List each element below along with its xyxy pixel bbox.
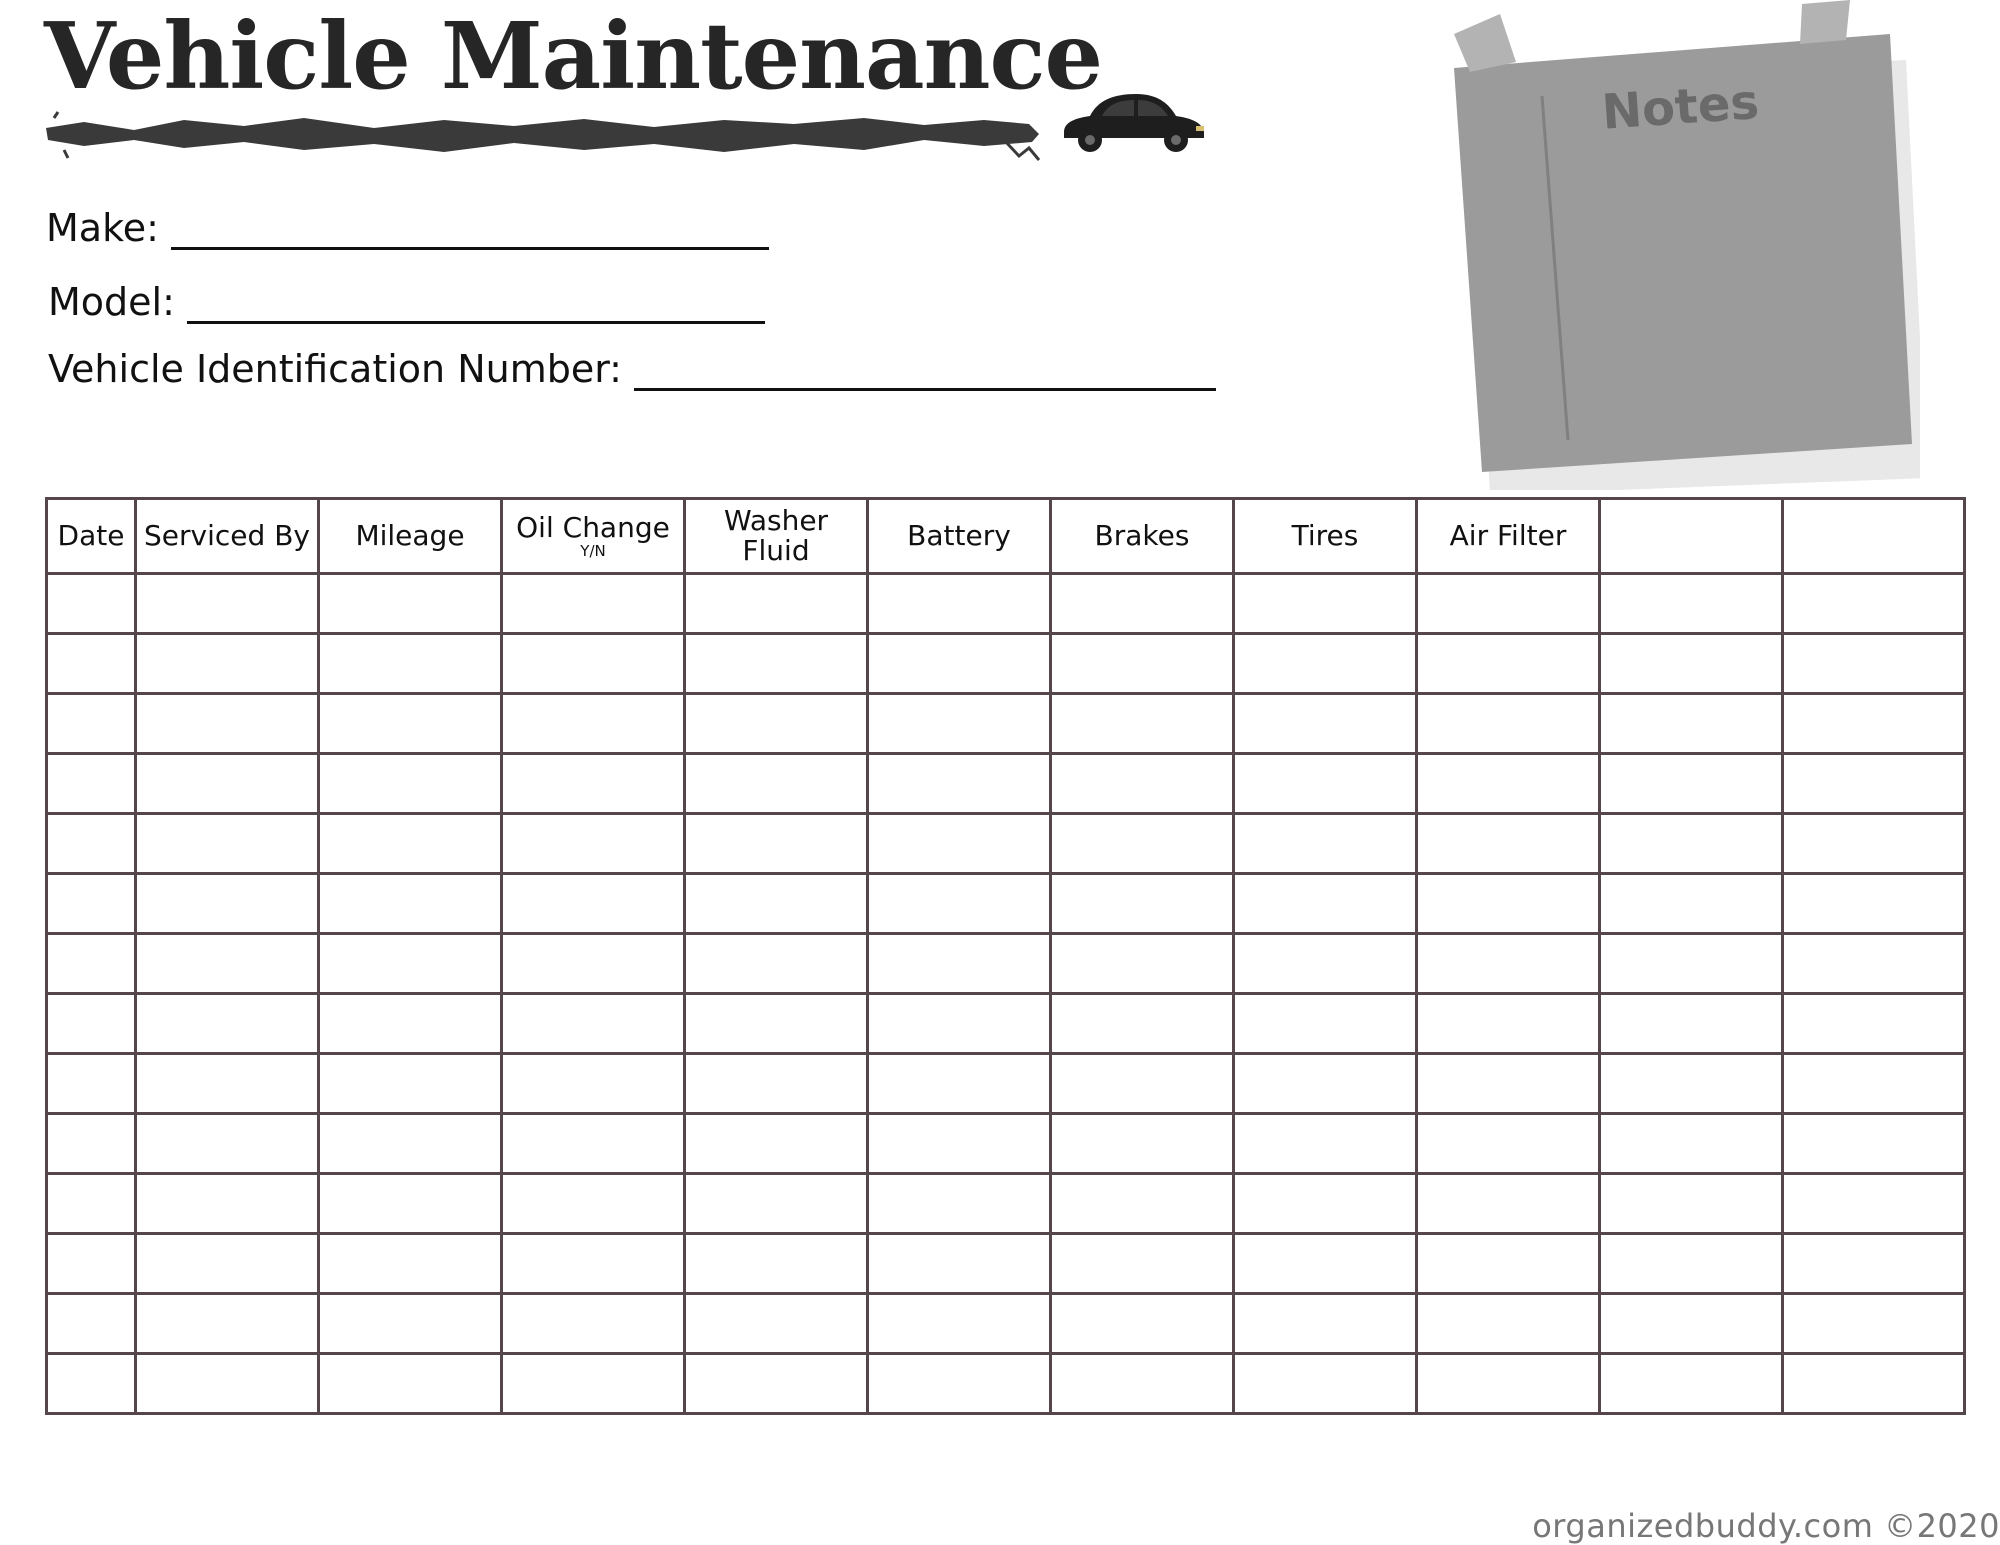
table-cell[interactable] — [1234, 994, 1417, 1054]
table-cell[interactable] — [136, 814, 319, 874]
sticky-note-illustration — [1440, 0, 1920, 490]
column-header — [1417, 499, 1600, 574]
table-cell[interactable] — [1234, 1234, 1417, 1294]
table-cell[interactable] — [1051, 1234, 1234, 1294]
table-cell[interactable] — [1600, 1294, 1783, 1354]
table-row — [47, 634, 1965, 694]
table-cell[interactable] — [502, 1054, 685, 1114]
table-cell[interactable] — [47, 1294, 136, 1354]
table-cell[interactable] — [1234, 1114, 1417, 1174]
table-row — [47, 814, 1965, 874]
table-cell[interactable] — [136, 634, 319, 694]
table-header-row — [47, 499, 1965, 574]
table-cell[interactable] — [319, 754, 502, 814]
table-cell[interactable] — [1600, 1354, 1783, 1414]
table-cell[interactable] — [502, 694, 685, 754]
table-cell[interactable] — [1600, 814, 1783, 874]
table-cell[interactable] — [47, 1234, 136, 1294]
table-cell[interactable] — [1051, 934, 1234, 994]
table-cell[interactable] — [685, 994, 868, 1054]
table-cell[interactable] — [685, 1234, 868, 1294]
table-cell[interactable] — [47, 1114, 136, 1174]
table-row — [47, 1114, 1965, 1174]
table-row — [47, 694, 1965, 754]
table-cell[interactable] — [1783, 1234, 1965, 1294]
table-cell[interactable] — [1783, 994, 1965, 1054]
table-cell[interactable] — [136, 1174, 319, 1234]
table-cell[interactable] — [1783, 1294, 1965, 1354]
column-header — [502, 499, 685, 574]
table-cell[interactable] — [868, 934, 1051, 994]
table-cell[interactable] — [502, 1114, 685, 1174]
table-cell[interactable] — [1600, 1054, 1783, 1114]
column-header — [685, 499, 868, 574]
car-icon — [1058, 88, 1208, 160]
table-cell[interactable] — [1417, 694, 1600, 754]
table-cell[interactable] — [47, 1354, 136, 1414]
model-label: Model: — [48, 280, 175, 324]
table-row — [47, 1354, 1965, 1414]
table-cell[interactable] — [868, 1114, 1051, 1174]
table-cell[interactable] — [1234, 1354, 1417, 1414]
table-cell[interactable] — [868, 1054, 1051, 1114]
table-cell[interactable] — [1783, 634, 1965, 694]
table-row — [47, 1174, 1965, 1234]
table-cell[interactable] — [1417, 1234, 1600, 1294]
table-cell[interactable] — [868, 1234, 1051, 1294]
table-cell[interactable] — [136, 1234, 319, 1294]
make-label: Make: — [46, 206, 159, 250]
table-cell[interactable] — [1234, 634, 1417, 694]
table-cell[interactable] — [1783, 1054, 1965, 1114]
table-cell[interactable] — [1600, 694, 1783, 754]
table-cell[interactable] — [1417, 634, 1600, 694]
table-cell[interactable] — [319, 1114, 502, 1174]
table-cell[interactable] — [1051, 1354, 1234, 1414]
table-cell[interactable] — [685, 574, 868, 634]
column-header-sublabel: Y/N — [580, 542, 606, 560]
tape-left — [1454, 14, 1516, 72]
page-title: Vehicle Maintenance — [44, 2, 1103, 110]
table-cell[interactable] — [1234, 1294, 1417, 1354]
table-cell[interactable] — [502, 1294, 685, 1354]
table-cell[interactable] — [502, 574, 685, 634]
table-cell[interactable] — [1600, 874, 1783, 934]
table-cell[interactable] — [1783, 934, 1965, 994]
table-cell[interactable] — [1051, 1114, 1234, 1174]
table-cell[interactable] — [319, 934, 502, 994]
table-cell[interactable] — [1417, 1054, 1600, 1114]
table-cell[interactable] — [47, 694, 136, 754]
table-cell[interactable] — [685, 1294, 868, 1354]
table-cell[interactable] — [1051, 1054, 1234, 1114]
table-cell[interactable] — [868, 874, 1051, 934]
maintenance-log-table — [45, 497, 1966, 1415]
table-cell[interactable] — [47, 574, 136, 634]
table-cell[interactable] — [502, 1354, 685, 1414]
table-cell[interactable] — [1051, 874, 1234, 934]
table-cell[interactable] — [47, 874, 136, 934]
table-cell[interactable] — [47, 1054, 136, 1114]
footer-copyright: organizedbuddy.com ©2020 — [1532, 1507, 2000, 1545]
table-cell[interactable] — [1234, 874, 1417, 934]
table-cell[interactable] — [47, 814, 136, 874]
vin-label: Vehicle Identification Number: — [48, 347, 622, 391]
table-cell[interactable] — [47, 1174, 136, 1234]
table-cell[interactable] — [136, 574, 319, 634]
table-cell[interactable] — [136, 694, 319, 754]
make-field — [46, 206, 769, 250]
column-header — [1783, 499, 1965, 574]
table-cell[interactable] — [319, 574, 502, 634]
table-cell[interactable] — [136, 994, 319, 1054]
tape-right — [1800, 0, 1850, 44]
column-header-label: Serviced By — [144, 519, 310, 552]
brush-stroke-decoration — [44, 110, 1044, 164]
table-cell[interactable] — [685, 814, 868, 874]
table-row — [47, 754, 1965, 814]
table-cell[interactable] — [1417, 1354, 1600, 1414]
table-cell[interactable] — [1417, 874, 1600, 934]
table-cell[interactable] — [1600, 574, 1783, 634]
table-cell[interactable] — [685, 934, 868, 994]
column-header-label: Oil Change — [516, 511, 670, 544]
table-cell[interactable] — [1600, 754, 1783, 814]
table-cell[interactable] — [685, 1114, 868, 1174]
table-cell[interactable] — [319, 814, 502, 874]
table-cell[interactable] — [1234, 754, 1417, 814]
table-cell[interactable] — [319, 994, 502, 1054]
table-cell[interactable] — [319, 1054, 502, 1114]
table-cell[interactable] — [685, 1354, 868, 1414]
table-row — [47, 874, 1965, 934]
table-row — [47, 994, 1965, 1054]
table-cell[interactable] — [319, 874, 502, 934]
column-header-label: Air Filter — [1449, 519, 1567, 552]
table-cell[interactable] — [868, 1354, 1051, 1414]
table-cell[interactable] — [685, 754, 868, 814]
table-row — [47, 934, 1965, 994]
column-header — [136, 499, 319, 574]
make-blank-line[interactable] — [171, 213, 769, 250]
table-cell[interactable] — [1051, 1174, 1234, 1234]
table-cell[interactable] — [1783, 1114, 1965, 1174]
table-cell[interactable] — [1234, 1174, 1417, 1234]
table-cell[interactable] — [1783, 574, 1965, 634]
table-cell[interactable] — [502, 754, 685, 814]
table-cell[interactable] — [1234, 574, 1417, 634]
table-cell[interactable] — [47, 934, 136, 994]
table-cell[interactable] — [136, 874, 319, 934]
table-row — [47, 1054, 1965, 1114]
table-cell[interactable] — [1234, 934, 1417, 994]
table-cell[interactable] — [868, 814, 1051, 874]
vin-blank-line[interactable] — [634, 354, 1216, 391]
column-header-label: Washer Fluid — [723, 504, 829, 567]
table-cell[interactable] — [1600, 1114, 1783, 1174]
table-cell[interactable] — [868, 1174, 1051, 1234]
table-cell[interactable] — [136, 1114, 319, 1174]
table-cell[interactable] — [1051, 814, 1234, 874]
column-header — [1234, 499, 1417, 574]
table-cell[interactable] — [1600, 1234, 1783, 1294]
table-cell[interactable] — [47, 754, 136, 814]
table-cell[interactable] — [47, 634, 136, 694]
table-cell[interactable] — [685, 874, 868, 934]
table-cell[interactable] — [868, 574, 1051, 634]
table-cell[interactable] — [1783, 874, 1965, 934]
table-cell[interactable] — [1417, 1174, 1600, 1234]
table-cell[interactable] — [502, 1234, 685, 1294]
table-cell[interactable] — [502, 934, 685, 994]
table-cell[interactable] — [868, 694, 1051, 754]
table-cell[interactable] — [1417, 814, 1600, 874]
table-cell[interactable] — [1051, 1294, 1234, 1354]
table-cell[interactable] — [136, 754, 319, 814]
table-cell[interactable] — [1234, 694, 1417, 754]
table-cell[interactable] — [1234, 814, 1417, 874]
table-cell[interactable] — [502, 994, 685, 1054]
table-cell[interactable] — [1051, 754, 1234, 814]
table-cell[interactable] — [868, 634, 1051, 694]
table-cell[interactable] — [1051, 694, 1234, 754]
table-cell[interactable] — [1600, 934, 1783, 994]
table-cell[interactable] — [1783, 1354, 1965, 1414]
table-cell[interactable] — [47, 994, 136, 1054]
column-header-label: Tires — [1291, 519, 1359, 552]
table-cell[interactable] — [1051, 634, 1234, 694]
table-cell[interactable] — [319, 1234, 502, 1294]
column-header — [319, 499, 502, 574]
table-cell[interactable] — [502, 1174, 685, 1234]
column-header — [47, 499, 136, 574]
model-field — [48, 280, 765, 324]
table-cell[interactable] — [1051, 574, 1234, 634]
table-cell[interactable] — [502, 874, 685, 934]
table-cell[interactable] — [1783, 1174, 1965, 1234]
table-cell[interactable] — [1417, 754, 1600, 814]
table-cell[interactable] — [1417, 1294, 1600, 1354]
table-cell[interactable] — [1783, 754, 1965, 814]
column-header-label: Date — [57, 519, 125, 552]
vin-field — [48, 347, 1216, 391]
table-cell[interactable] — [319, 634, 502, 694]
table-cell[interactable] — [136, 1294, 319, 1354]
table-cell[interactable] — [685, 1174, 868, 1234]
column-header-label: Brakes — [1094, 519, 1190, 552]
table-cell[interactable] — [502, 634, 685, 694]
table-body — [47, 574, 1965, 1414]
table-cell[interactable] — [1234, 1054, 1417, 1114]
table-cell[interactable] — [868, 754, 1051, 814]
column-header-label: Battery — [907, 519, 1011, 552]
notes-label: Notes — [1600, 73, 1761, 141]
table-cell[interactable] — [868, 994, 1051, 1054]
table-cell[interactable] — [502, 814, 685, 874]
table-cell[interactable] — [1417, 1114, 1600, 1174]
table-cell[interactable] — [685, 1054, 868, 1114]
table-cell[interactable] — [1783, 814, 1965, 874]
column-header-label: Mileage — [355, 519, 465, 552]
table-cell[interactable] — [1417, 574, 1600, 634]
table-cell[interactable] — [1051, 994, 1234, 1054]
table-cell[interactable] — [319, 1354, 502, 1414]
column-header — [868, 499, 1051, 574]
table-cell[interactable] — [136, 1054, 319, 1114]
table-cell[interactable] — [1600, 994, 1783, 1054]
table-row — [47, 574, 1965, 634]
table-row — [47, 1234, 1965, 1294]
table-cell[interactable] — [1783, 694, 1965, 754]
table-cell[interactable] — [1417, 994, 1600, 1054]
table-cell[interactable] — [1600, 634, 1783, 694]
table-cell[interactable] — [1600, 1174, 1783, 1234]
column-header — [1600, 499, 1783, 574]
table-cell[interactable] — [685, 694, 868, 754]
table-cell[interactable] — [1417, 934, 1600, 994]
table-cell[interactable] — [685, 634, 868, 694]
table-cell[interactable] — [136, 1354, 319, 1414]
model-blank-line[interactable] — [187, 287, 765, 324]
column-header — [1051, 499, 1234, 574]
table-cell[interactable] — [136, 934, 319, 994]
table-row — [47, 1294, 1965, 1354]
table-cell[interactable] — [319, 1294, 502, 1354]
table-cell[interactable] — [868, 1294, 1051, 1354]
table-cell[interactable] — [319, 1174, 502, 1234]
table-cell[interactable] — [319, 694, 502, 754]
